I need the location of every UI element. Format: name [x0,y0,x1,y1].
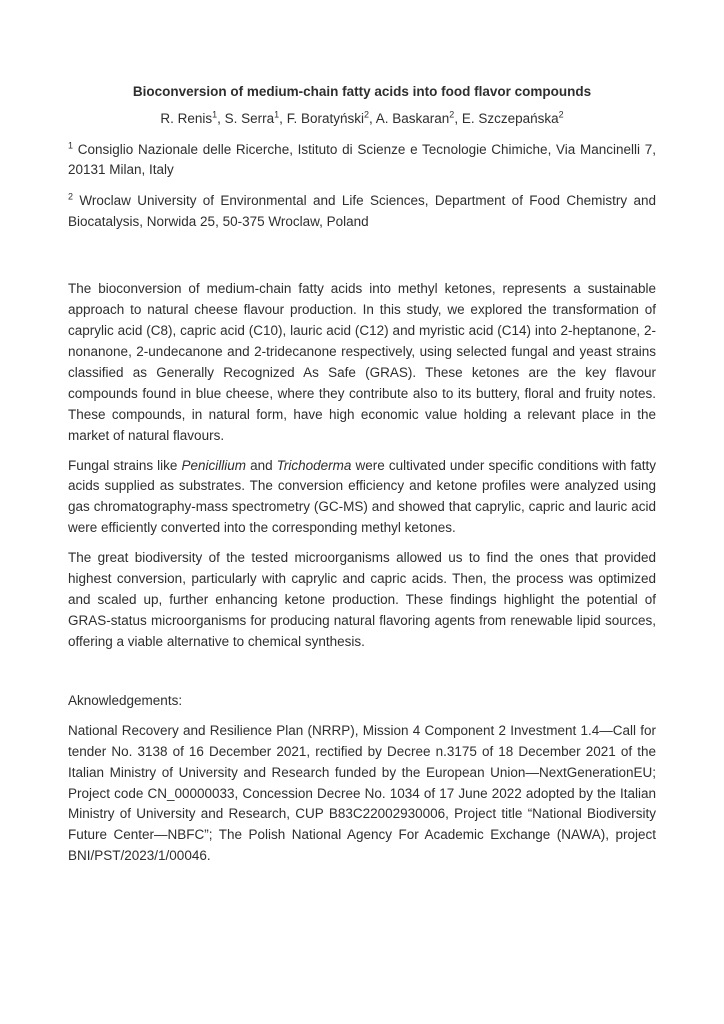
affiliation-marker: 2 [68,191,74,202]
author-name: S. Serra [224,111,275,127]
affiliation-text: Consiglio Nazionale delle Ricerche, Istituto di Scienze e Tecnologie Chimiche, Via Mancinelli 7, 20131 Milan, Italy [68,141,656,178]
author-affiliation-marker: 1 [212,109,218,120]
author-separator: , [217,111,225,127]
abstract-paragraph-2 [68,456,656,540]
author-separator: , [454,111,462,127]
author-separator: , [368,111,376,127]
author-separator: , [279,111,287,127]
paper-title: Bioconversion of medium-chain fatty acids into food flavor compounds [132,84,592,99]
affiliation-1 [68,140,656,182]
author-name: E. Szczepańska [461,111,559,127]
author-affiliation-marker: 1 [274,109,280,120]
author-name: A. Baskaran [375,111,450,127]
author-affiliation-marker: 2 [363,109,369,120]
affiliation-2 [68,191,656,233]
abstract-paragraph-1: The bioconversion of medium-chain fatty acids into methyl ketones, represents a sustainable approach to natural cheese flavour production. In this study, we explored the transformation of caprylic acid (C8), capric acid (C10), lauric acid (C12) and myristic acid (C14) into 2-heptanone, 2-nonanone, 2-undecanone and 2-tridecanone respectively, using selected fungal and yeast strains classified as Generally Recognized As Safe (GRAS). These ketones are the key flavour compounds found in blue cheese, where they contribute also to its buttery, floral and fruity notes. These compounds, in natural form, have high economic value holding a relevant place in the market of natural flavours. [68,281,656,443]
species-name-penicillium: Penicillium [181,457,247,473]
species-name-trichoderma: Trichoderma [276,457,352,473]
affiliation-marker: 1 [68,140,74,150]
acknowledgements-body: National Recovery and Resilience Plan (NRRP), Mission 4 Component 2 Investment 1.4—Call for tender No. 3138 of 16 December 2021, rectified by Decree n.3175 of 18 December 2021 of the Italian Ministry of University and Research funded by the European Union—NextGenerationEU; Project code CN_00000033, Concession Decree No. 1034 of 17 June 2022 adopted by the Italian Ministry of University and Research, CUP B83C22002930006, Project title “National Biodiversity Future Center—NBFC”; The Polish National Agency For Academic Exchange (NAWA), project BNI/PST/2023/1/00046. [68,722,656,864]
abstract-paragraph-3: The great biodiversity of the tested microorganisms allowed us to find the ones that provided highest conversion, particularly with caprylic and capric acids. Then, the process was optimized and scaled up, further enhancing ketone production. These findings highlight the potential of GRAS-status microorganisms for producing natural flavoring agents from renewable lipid sources, offering a viable alternative to chemical synthesis. [68,550,656,649]
acknowledgements-heading: Aknowledgements: [68,692,183,708]
author-name: R. Renis [160,111,213,127]
affiliation-text: Wroclaw University of Environmental and Life Sciences, Department of Food Chemistry and Biocatalysis, Norwida 25, 50-375 Wroclaw, Poland [68,193,656,230]
text-segment: were cultivated under specific conditions with fatty acids supplied as substrates. The conversion efficiency and ketone profiles were analyzed using gas chromatography-mass spectrometry (GC-MS) and showed that caprylic, capric and lauric acid were efficiently converted into the corresponding methyl ketones. [68,457,656,536]
author-affiliation-marker: 2 [449,109,455,120]
author-affiliation-marker: 2 [558,109,564,120]
author-line [68,109,656,129]
text-segment: Fungal strains like [68,457,182,473]
text-segment: and [246,457,277,473]
author-name: F. Boratyński [286,111,364,127]
